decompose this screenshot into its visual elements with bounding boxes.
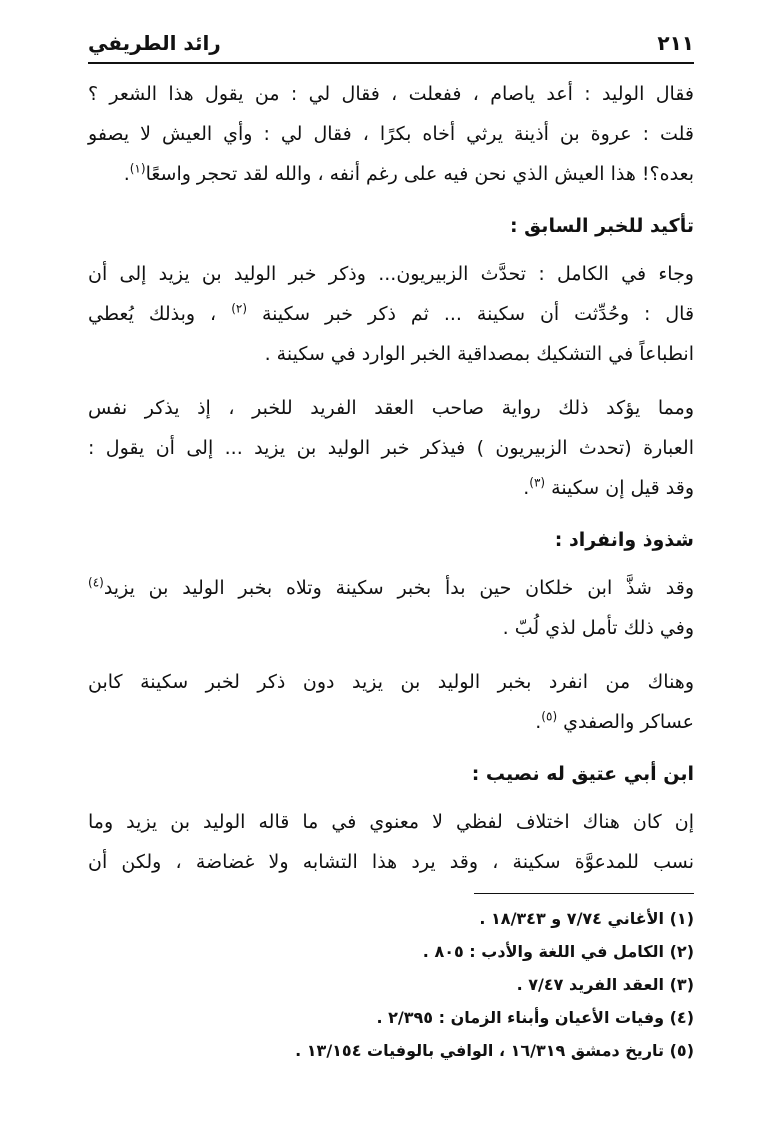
footnote-marker: (٣) — [529, 475, 546, 490]
footnote-separator — [474, 893, 694, 894]
text-line: نسب للمدعوَّة سكينة ، وقد يرد هذا التشابه ولا غضاضة ، ولكن أن — [88, 851, 694, 873]
paragraph-3 — [88, 388, 694, 508]
footnote-1: (١) الأغاني ٧/٧٤ و ١٨/٣٤٣ . — [479, 909, 694, 928]
line-text: وقد قيل إن سكينة — [551, 477, 694, 499]
text-line: انطباعاً في التشكيك بمصداقية الخبر الوارد في سكينة . — [264, 343, 694, 365]
paragraph-4 — [88, 568, 694, 648]
footnotes — [88, 902, 694, 1067]
text-line: وفي ذلك تأمل لذي لُبّ . — [502, 617, 694, 639]
line-text: عساكر والصفدي — [563, 711, 694, 733]
footnote-marker: (٤) — [88, 575, 104, 590]
line-text: ، وبذلك يُعطي — [88, 303, 217, 325]
text-line: قلت : عروة بن أذينة يرثي أخاه بكرًا ، فقال لي : وأي العيش لا يصفو — [88, 123, 694, 145]
text-line: ومما يؤكد ذلك رواية صاحب العقد الفريد للخبر ، إذ يذكر نفس — [88, 397, 694, 419]
line-end: . — [535, 711, 542, 733]
page-body — [88, 74, 694, 896]
footnote-marker: (٥) — [541, 709, 558, 724]
footnote-4: (٤) وفيات الأعيان وأبناء الزمان : ٢/٣٩٥ . — [376, 1008, 694, 1027]
line-text: بعده؟! هذا العيش الذي نحن فيه على رغم أنفه ، والله لقد تحجر واسعًا — [145, 163, 694, 185]
line-end: . — [123, 163, 130, 185]
text-line — [88, 154, 694, 194]
footnote-3: (٣) العقد الفريد ٧/٤٧ . — [516, 975, 694, 994]
text-line — [88, 568, 694, 608]
text-line: العبارة (تحدث الزبيريون ) فيذكر خبر الوليد بن يزيد ... إلى أن يقول : — [88, 437, 694, 459]
paragraph-1 — [88, 74, 694, 194]
page-number: ٢١١ — [657, 31, 694, 55]
paragraph-6 — [88, 802, 694, 882]
text-line: وهناك من انفرد بخبر الوليد بن يزيد دون ذكر لخبر سكينة كابن — [88, 671, 694, 693]
section-heading-anomaly: شذوذ وانفراد : — [554, 529, 694, 551]
line-end: . — [523, 477, 530, 499]
line-text: وقد شذَّ ابن خلكان حين بدأ بخبر سكينة وتلاه بخبر الوليد بن يزيد — [103, 577, 694, 599]
book-title: رائد الطريفي — [88, 31, 221, 55]
text-line: وجاء في الكامل : تحدَّث الزبيريون... وذكر خبر الوليد بن يزيد إلى أن — [88, 263, 694, 285]
line-text: قال : وحُدِّثت أن سكينة ... ثم ذكر خبر سكينة — [262, 303, 695, 325]
section-heading-confirmation: تأكيد للخبر السابق : — [509, 215, 694, 237]
text-line — [88, 468, 694, 508]
text-line — [88, 702, 694, 742]
footnote-5: (٥) تاريخ دمشق ١٦/٣١٩ ، الوافي بالوفيات ١٣/١٥٤ . — [295, 1041, 694, 1060]
paragraph-5 — [88, 662, 694, 742]
footnote-marker: (١) — [129, 161, 146, 176]
paragraph-2 — [88, 254, 694, 374]
header-rule — [88, 62, 694, 64]
running-header — [88, 28, 694, 58]
text-line: إن كان هناك اختلاف لفظي لا معنوي في ما قاله الوليد بن يزيد وما — [88, 811, 694, 833]
footnote-marker: (٢) — [231, 301, 248, 316]
section-heading-ibn-abi-atiq: ابن أبي عتيق له نصيب : — [471, 763, 694, 785]
footnote-2: (٢) الكامل في اللغة والأدب : ٨٠٥ . — [422, 942, 694, 961]
text-line — [88, 294, 694, 334]
text-line: فقال الوليد : أعد ياصام ، ففعلت ، فقال لي : من يقول هذا الشعر ؟ — [88, 83, 694, 105]
